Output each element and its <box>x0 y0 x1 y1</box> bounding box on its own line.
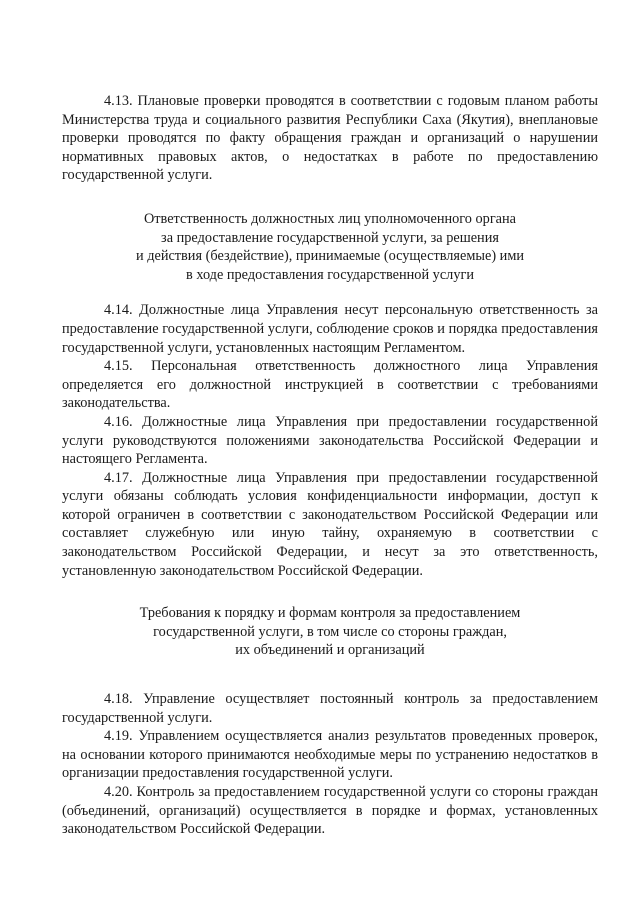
paragraph-4-20: 4.20. Контроль за предоставлением государственной услуги со стороны граждан (объединений, организаций) осуществляется в порядке и формах, установленных законодательством Российской Федерации. <box>62 784 598 838</box>
paragraph-4-13: 4.13. Плановые проверки проводятся в соответствии с годовым планом работы Министерства труда и социального развития Республики Саха (Якутия), внеплановые проверки проводятся по факту обращения граждан и организаций о нарушении нормативных правовых актов, о недостатках в работе по предоставлению государственной услуги. <box>62 93 598 184</box>
paragraph-4-19: 4.19. Управлением осуществляется анализ результатов проведенных проверок, на основании которого принимаются необходимые меры по устранению недостатков в организации предоставления государственной услуги. <box>62 728 598 782</box>
heading-line: Требования к порядку и формам контроля за предоставлением <box>139 605 521 622</box>
paragraph-4-15: 4.15. Персональная ответственность должностного лица Управления определяется его должностной инструкцией в соответствии с требованиями законодательства. <box>62 358 598 412</box>
section-heading-responsibility <box>62 210 598 284</box>
paragraph-4-18: 4.18. Управление осуществляет постоянный контроль за предоставлением государственной услуги. <box>62 691 598 726</box>
section-heading-control-requirements <box>62 604 598 660</box>
heading-line: Ответственность должностных лиц уполномоченного органа <box>143 210 517 227</box>
heading-line: за предоставление государственной услуги, за решения <box>161 229 499 246</box>
heading-line: государственной услуги, в том числе со стороны граждан, <box>153 623 507 640</box>
heading-line: в ходе предоставления государственной услуги <box>186 266 474 283</box>
document-page <box>62 92 598 839</box>
heading-line: и действия (бездействие), принимаемые (осуществляемые) ими <box>135 248 525 265</box>
paragraph-4-16: 4.16. Должностные лица Управления при предоставлении государственной услуги руководствуются положениями законодательства Российской Федерации и настоящего Регламента. <box>62 413 598 468</box>
paragraph-4-17: 4.17. Должностные лица Управления при предоставлении государственной услуги обязаны соблюдать условия конфиденциальности информации, доступ к которой ограничен в соответствии с законодательством Российской Федерации или составляет служебную или иную тайну, охраняемую в соответствии с законодательством Российской Федерации, и несут за это ответственность, установленную законодательством Российской Федерации. <box>62 469 598 579</box>
heading-line: их объединений и организаций <box>235 642 425 659</box>
paragraph-4-14: 4.14. Должностные лица Управления несут персональную ответственность за предоставление государственной услуги, соблюдение сроков и порядка предоставления государственной услуги, установленных настоящим Регламентом. <box>62 302 598 356</box>
